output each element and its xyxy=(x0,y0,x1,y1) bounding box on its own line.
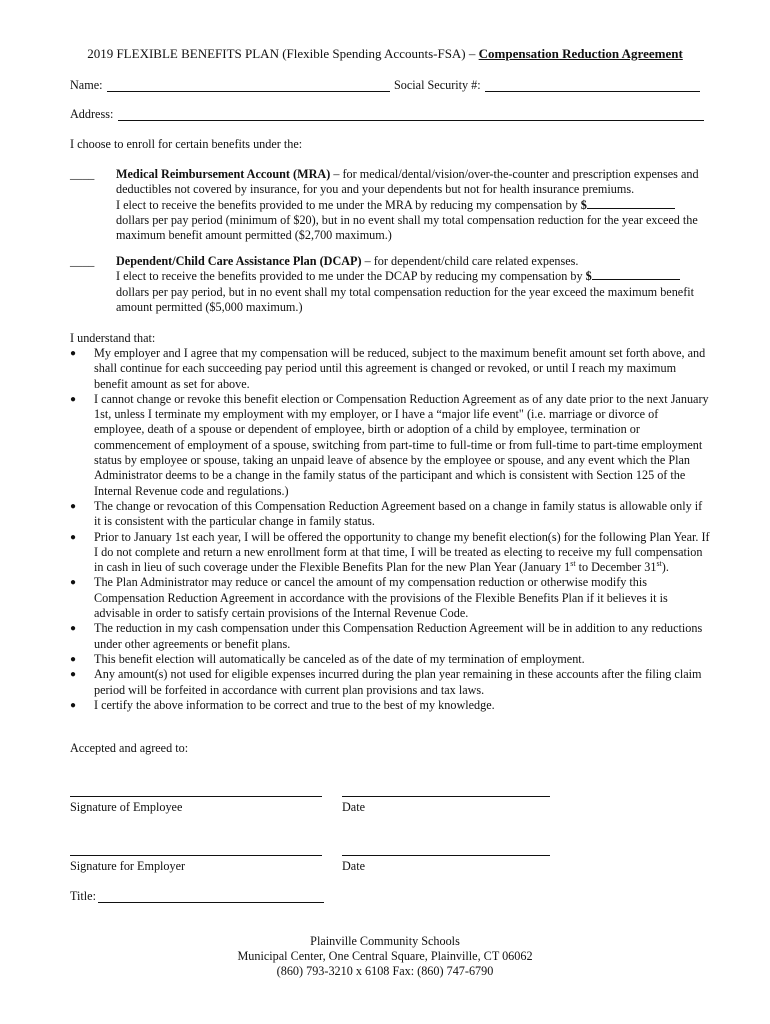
mra-terms-text: dollars per pay period (minimum of $20), but in no event shall my total compensation reduction for the year exceed the maximum benefit amount permitted ($2,700 maximum.) xyxy=(116,212,698,243)
mra-elect-text: I elect to receive the benefits provided to me under the MRA by reducing my compensation by xyxy=(116,197,581,212)
mra-checkbox-blank[interactable]: ____ xyxy=(70,167,95,181)
list-item: ● This benefit election will automatically be canceled as of the date of my termination of employment. xyxy=(70,651,585,666)
understand-heading: I understand that: xyxy=(70,331,156,345)
dcap-desc: – for dependent/child care related expenses. xyxy=(361,254,579,268)
list-item: ● The reduction in my cash compensation under this Compensation Reduction Agreement will be in addition to any reductions under other agreements or benefit plans. xyxy=(70,621,703,651)
ssn-field[interactable] xyxy=(485,90,700,92)
footer-org: Plainville Community Schools xyxy=(310,934,460,948)
dcap-dollar-sign: $ xyxy=(585,269,592,284)
list-item: ● I certify the above information to be correct and true to the best of my knowledge. xyxy=(70,697,495,712)
accepted-text: Accepted and agreed to: xyxy=(70,741,189,755)
employer-date-label: Date xyxy=(342,859,366,873)
list-item: ● My employer and I agree that my compensation will be reduced, subject to the maximum benefit amount set forth above, and shall continue for each succeeding pay period until this agreement is changed or revoked, or until I reach my maximum benefit amount as set for above. xyxy=(70,346,706,391)
terms-list xyxy=(70,346,710,713)
bullet-icon: ● xyxy=(70,577,77,589)
mra-desc: – for medical/dental/vision/over-the-counter and prescription expenses and deductibles not covered by insurance, for you and your dependents but not for health insurance premiums. xyxy=(116,167,699,197)
dcap-terms-text: dollars per pay period, but in no event shall my total compensation reduction for the year exceed the maximum benefit amount permitted ($5,000 maximum.) xyxy=(116,284,695,314)
page-title xyxy=(0,46,770,61)
dcap-checkbox-blank[interactable]: ____ xyxy=(70,254,95,268)
employer-signature-label: Signature for Employer xyxy=(70,859,186,873)
list-item: ● Prior to January 1st each year, I will be offered the opportunity to change my benefit election(s) for the following Plan Year. If I do not complete and return a new enrollment form at that time, I will be treated as electing to receive my full compensation in cash in lieu of such coverage under the Flexible Benefits Plan for the new Plan Year (January 1st to December 31st). xyxy=(70,529,710,575)
bullet-icon: ● xyxy=(70,500,77,512)
bullet-icon: ● xyxy=(70,669,77,681)
name-label: Name: xyxy=(70,78,103,92)
bullet-icon: ● xyxy=(70,623,77,635)
title-field[interactable] xyxy=(98,901,324,903)
ssn-label: Social Security #: xyxy=(394,78,481,92)
footer-phone: (860) 793-3210 x 6108 Fax: (860) 747-6790 xyxy=(276,964,494,978)
employer-date-field[interactable] xyxy=(342,854,550,856)
title-prefix: 2019 FLEXIBLE BENEFITS PLAN (Flexible Spending Accounts-FSA) – xyxy=(87,46,479,61)
intro-text: I choose to enroll for certain benefits under the: xyxy=(70,137,303,151)
dcap-option xyxy=(70,254,710,315)
dcap-heading: Dependent/Child Care Assistance Plan (DCAP) xyxy=(116,254,362,268)
employee-date-label: Date xyxy=(342,800,366,814)
dcap-text xyxy=(116,254,710,315)
list-item: ● Any amount(s) not used for eligible expenses incurred during the plan year remaining in these accounts after the filing claim period will be forfeited in accordance with current plan provisions and tax laws. xyxy=(70,667,702,697)
title-agreement: Compensation Reduction Agreement xyxy=(478,46,683,61)
bullet-icon: ● xyxy=(70,653,77,665)
list-item: ● The Plan Administrator may reduce or cancel the amount of my compensation reduction or otherwise modify this Compensation Reduction Agreement in accordance with the provisions of the Flexible Benefits Plan if it believes it is advisable in order to satisfy certain provisions of the Internal Revenue Code. xyxy=(70,575,668,621)
address-field[interactable] xyxy=(118,119,704,121)
list-item: ● The change or revocation of this Compensation Reduction Agreement based on a change in family status is allowable only if it is consistent with the particular change in family status. xyxy=(70,498,703,529)
mra-text xyxy=(116,167,710,243)
mra-amount-field[interactable] xyxy=(587,198,675,209)
name-field[interactable] xyxy=(107,90,390,92)
title-label: Title: xyxy=(70,889,96,903)
employer-signature-field[interactable] xyxy=(70,854,322,856)
mra-option xyxy=(70,167,710,243)
dcap-elect-text: I elect to receive the benefits provided to me under the DCAP by reducing my compensation by xyxy=(116,269,586,284)
list-item: ● I cannot change or revoke this benefit election or Compensation Reduction Agreement as of any date prior to the next January 1st, unless I terminate my employment with my employer, or I have a “major life event" (i.e. marriage or divorce of employee, death of a spouse or dependent of employee, birth or adoption of a child by employee, termination or commencement of employment of a spouse, switching from part-time to full-time or from full-time to part-time employment status by employee or spouse, taking an unpaid leave of absence by the employee or spouse, and any event which the Plan Administrator deems to be a change in the family status of the participant and which is consistent with Section 125 of the Internal Revenue code and regulations.) xyxy=(70,391,709,498)
dcap-amount-field[interactable] xyxy=(592,269,680,280)
employee-date-field[interactable] xyxy=(342,795,550,797)
bullet-icon: ● xyxy=(70,348,77,359)
mra-heading: Medical Reimbursement Account (MRA) xyxy=(116,167,331,181)
employee-signature-label: Signature of Employee xyxy=(70,800,183,814)
address-label: Address: xyxy=(70,107,114,121)
footer-address: Municipal Center, One Central Square, Plainville, CT 06062 xyxy=(237,949,533,963)
bullet-icon: ● xyxy=(70,393,77,405)
bullet-icon: ● xyxy=(70,699,77,711)
bullet-icon: ● xyxy=(70,531,77,543)
mra-dollar-sign: $ xyxy=(580,197,587,212)
employee-signature-field[interactable] xyxy=(70,795,322,797)
